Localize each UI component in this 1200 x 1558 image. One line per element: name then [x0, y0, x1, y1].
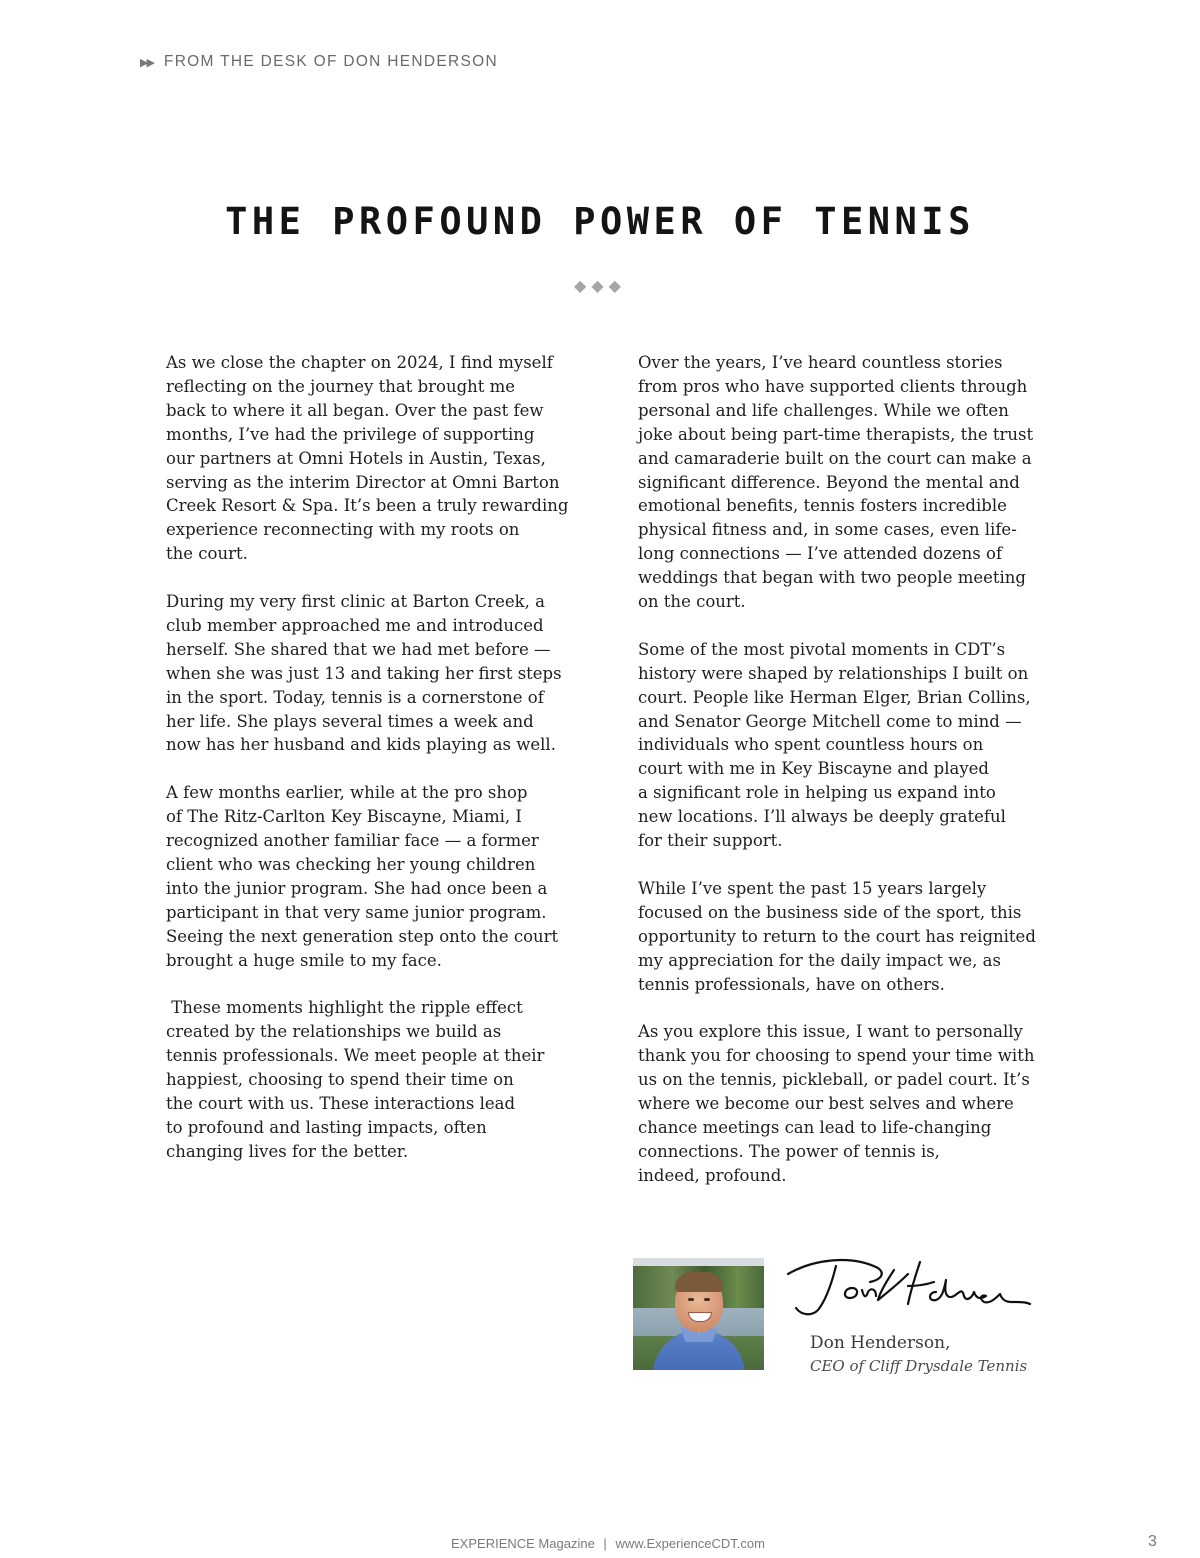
article-title: THE PROFOUND POWER OF TENNIS — [225, 200, 975, 243]
paragraph: These moments highlight the ripple effect created by the relationships we build as tennis professionals. We meet people at their happiest, choosing to spend their time on the court with us. These interactions lead to profound and lasting impacts, often changing lives for the better. — [166, 998, 545, 1161]
footer-separator: | — [603, 1536, 607, 1551]
signatory-name: Don Henderson, — [810, 1333, 951, 1353]
paragraph: As we close the chapter on 2024, I find myself reflecting on the journey that brought me back to where it all began. Over the past few months, I’ve had the privilege of supporting our partners at Omni Hotels in Austin, Texas, serving as the interim Director at Omni Barton Creek Resort & Spa. It’s been a truly rewarding experience reconnecting with my roots on the court. — [166, 353, 569, 564]
page-footer — [0, 1536, 1200, 1551]
website-link[interactable]: www.ExperienceCDT.com — [615, 1536, 765, 1551]
eyebrow-label: FROM THE DESK OF DON HENDERSON — [163, 53, 499, 70]
signatory-title: CEO of Cliff Drysdale Tennis — [810, 1357, 1028, 1375]
author-photo — [633, 1258, 764, 1370]
paragraph: As you explore this issue, I want to personally thank you for choosing to spend your time with us on the tennis, pickleball, or padel court. It’s where we become our best selves and where chance meetings can lead to life-changing connections. The power of tennis is, indeed, profound. — [638, 1022, 1035, 1185]
paragraph: A few months earlier, while at the pro shop of The Ritz-Carlton Key Biscayne, Miami, I recognized another familiar face — a former client who was checking her young children into the junior program. She had once been a participant in that very same junior program. Seeing the next generation step onto the court brought a huge smile to my face. — [166, 783, 559, 970]
handwritten-signature — [782, 1246, 1034, 1328]
paragraph: Some of the most pivotal moments in CDT’s history were shaped by relationships I built on court. People like Herman Elger, Brian Collins, and Senator George Mitchell come to mind — individuals who spent countless hours on court with me in Key Biscayne and played a significant role in helping us expand into new locations. I’ll always be deeply grateful for their support. — [638, 639, 1031, 851]
paragraph: While I’ve spent the past 15 years largely focused on the business side of the sport, this opportunity to return to the court has reignited my appreciation for the daily impact we, as tennis professionals, have on others. — [638, 878, 1036, 994]
paragraph: Over the years, I’ve heard countless stories from pros who have supported clients through personal and life challenges. While we often joke about being part-time therapists, the trust and camaraderie built on the court can make a significant difference. Beyond the mental and emotional benefits, tennis fosters incredible physical fitness and, in some cases, even life- long connections — I’ve attended dozens of weddings that began with two people meeting on the court. — [638, 353, 1034, 612]
page-number: 3 — [1148, 1533, 1157, 1550]
article-column-right — [638, 351, 1058, 1188]
section-eyebrow — [140, 53, 498, 71]
publication-name: EXPERIENCE Magazine — [451, 1536, 595, 1551]
diamond-divider-icon: ◆◆◆ — [574, 276, 626, 295]
article-column-left — [166, 351, 586, 1164]
paragraph: During my very first clinic at Barton Creek, a club member approached me and introduced herself. She shared that we had met before — when she was just 13 and taking her first steps in the sport. Today, tennis is a cornerstone of her life. She plays several times a week and now has her husband and kids playing as well. — [166, 592, 562, 755]
double-arrow-icon: ▶▶ — [140, 56, 153, 69]
signature-strokes — [788, 1260, 1030, 1314]
